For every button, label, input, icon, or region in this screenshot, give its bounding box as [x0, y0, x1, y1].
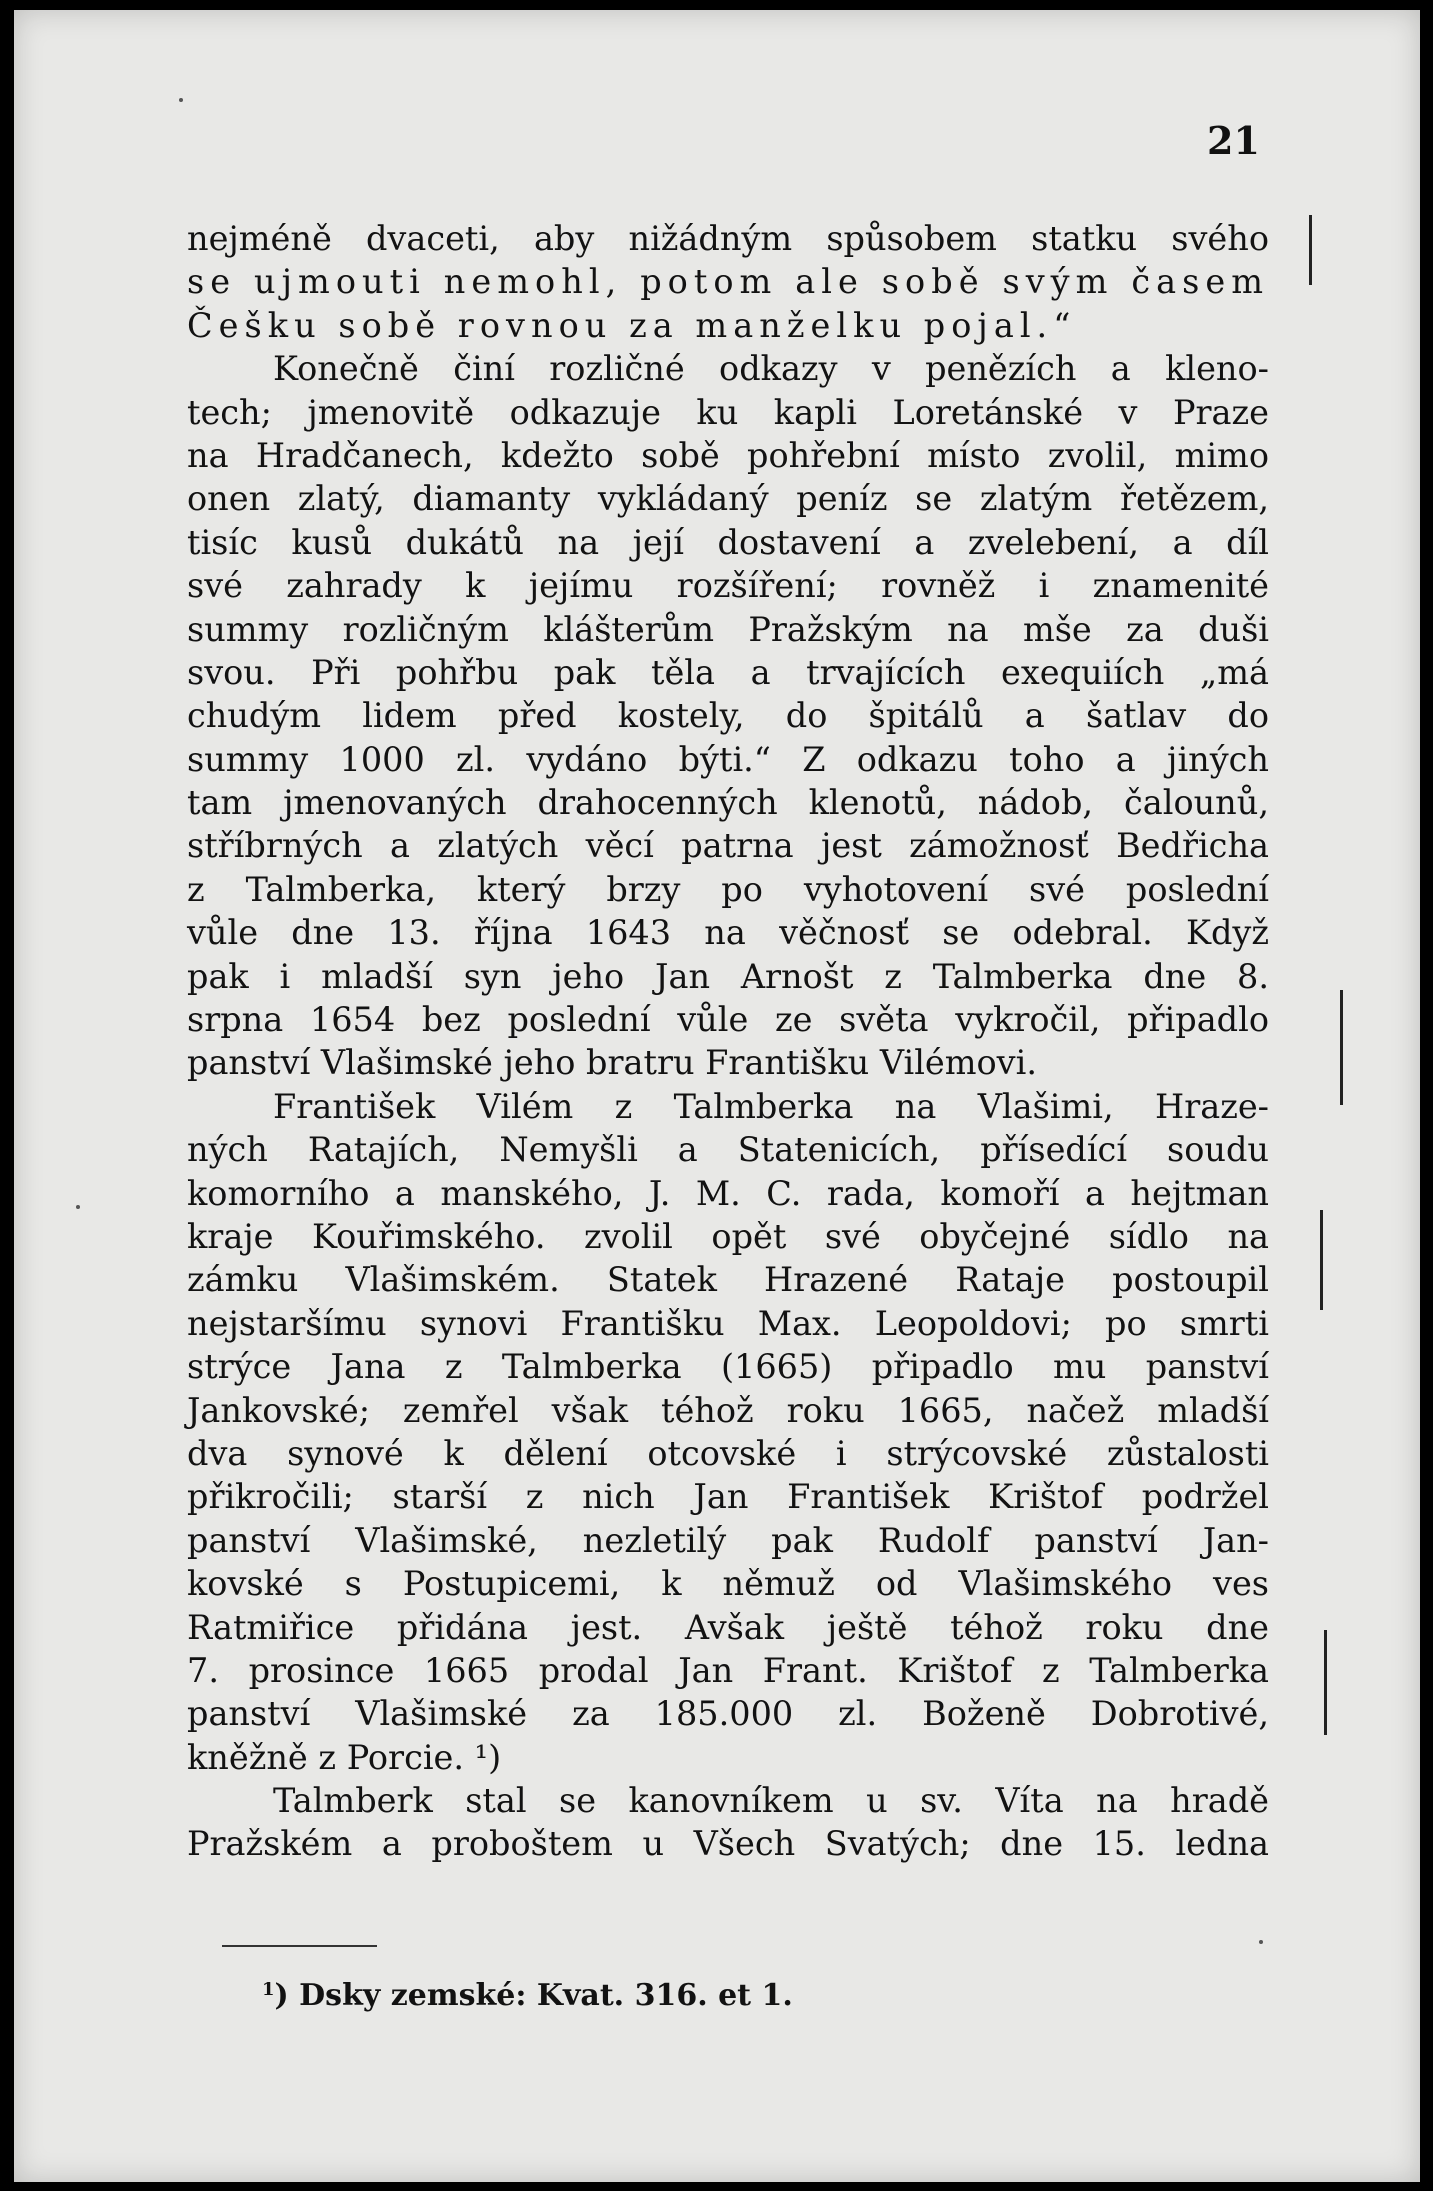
footnote: [262, 1978, 793, 2013]
text-line: své zahrady k jejímu rozšíření; rovněž i znamenité: [187, 566, 1269, 606]
text-line: vůle dne 13. října 1643 na věčnosť se odebral. Když: [187, 913, 1269, 953]
text-line: Jankovské; zemřel však téhož roku 1665, načež mladší: [187, 1390, 1269, 1430]
footnote-marker: 1: [262, 1979, 275, 2000]
margin-mark: [1320, 1210, 1323, 1310]
text-line: nejméně dvaceti, aby nižádným spůsobem statku svého: [187, 219, 1269, 258]
margin-mark: [1340, 990, 1343, 1105]
text-line: summy 1000 zl. vydáno býti.“ Z odkazu toho a jiných: [187, 739, 1269, 779]
book-page: [14, 10, 1420, 2182]
footnote-text: ) Dsky zemské: Kvat. 316. et 1.: [274, 1978, 793, 2013]
text-line: na Hradčanech, kdežto sobě pohřební místo zvolil, mimo: [187, 435, 1269, 475]
text-line: ných Ratajích, Nemyšli a Statenicích, přísedící soudu: [187, 1130, 1269, 1170]
text-line: Talmberk stal se kanovníkem u sv. Víta na hradě: [273, 1781, 1269, 1821]
text-line: Češku sobě rovnou za manželku pojal.“: [187, 305, 1077, 345]
body-text: [187, 217, 1269, 1866]
text-line: dva synové k dělení otcovské i strýcovské zůstalosti: [187, 1433, 1269, 1473]
text-line: panství Vlašimské jeho bratru Františku Vilémovi.: [187, 1043, 1037, 1083]
page-number: 21: [1207, 118, 1260, 163]
text-line: se ujmouti nemohl, potom ale sobě svým časem: [187, 262, 1269, 302]
text-line: zámku Vlašimském. Statek Hrazené Rataje postoupil: [187, 1260, 1269, 1300]
margin-mark: [1324, 1630, 1327, 1735]
text-line: kraje Kouřimského. zvolil opět své obyčejné sídlo na: [187, 1216, 1269, 1256]
footnote-rule: [222, 1945, 377, 1947]
text-line: František Vilém z Talmberka na Vlašimi, Hraze-: [273, 1086, 1269, 1126]
speck: [76, 1205, 80, 1209]
text-line: nejstaršímu synovi Františku Max. Leopoldovi; po smrti: [187, 1303, 1269, 1343]
text-line: tam jmenovaných drahocenných klenotů, nádob, čalounů,: [187, 783, 1269, 823]
text-line: strýce Jana z Talmberka (1665) připadlo mu panství: [187, 1347, 1269, 1387]
speck: [1259, 1940, 1263, 1944]
text-line: přikročili; starší z nich Jan František Krištof podržel: [187, 1477, 1269, 1517]
text-line: panství Vlašimské za 185.000 zl. Boženě Dobrotivé,: [187, 1694, 1269, 1734]
text-line: chudým lidem před kostely, do špitálů a šatlav do: [187, 696, 1269, 736]
text-line: kněžně z Porcie. ¹): [187, 1737, 502, 1777]
text-line: Ratmiřice přidána jest. Avšak ještě téhož roku dne: [187, 1607, 1269, 1647]
text-line: komorního a manského, J. M. C. rada, komoří a hejtman: [187, 1173, 1269, 1213]
text-line: svou. Při pohřbu pak těla a trvajících exequiích „má: [187, 652, 1269, 692]
text-line: z Talmberka, který brzy po vyhotovení své poslední: [187, 869, 1269, 909]
text-line: stříbrných a zlatých věcí patrna jest zámožnosť Bedřicha: [187, 826, 1269, 866]
text-line: onen zlatý, diamanty vykládaný peníz se zlatým řetězem,: [187, 479, 1269, 519]
text-line: summy rozličným klášterům Pražským na mše za duši: [187, 609, 1269, 649]
text-line: tech; jmenovitě odkazuje ku kapli Loretánské v Praze: [187, 392, 1269, 432]
text-line: tisíc kusů dukátů na její dostavení a zvelebení, a díl: [187, 522, 1269, 562]
text-line: kovské s Postupicemi, k němuž od Vlašimského ves: [187, 1564, 1269, 1604]
text-line: 7. prosince 1665 prodal Jan Frant. Krištof z Talmberka: [187, 1650, 1269, 1690]
text-line: panství Vlašimské, nezletilý pak Rudolf panství Jan-: [187, 1520, 1269, 1560]
text-line: srpna 1654 bez poslední vůle ze světa vykročil, připadlo: [187, 1000, 1269, 1040]
text-line: Pražském a proboštem u Všech Svatých; dne 15. ledna: [187, 1824, 1269, 1864]
text-line: Konečně činí rozličné odkazy v penězích a kleno-: [273, 349, 1269, 389]
text-line: pak i mladší syn jeho Jan Arnošt z Talmberka dne 8.: [187, 956, 1269, 996]
speck: [179, 98, 183, 102]
margin-mark: [1309, 215, 1312, 285]
